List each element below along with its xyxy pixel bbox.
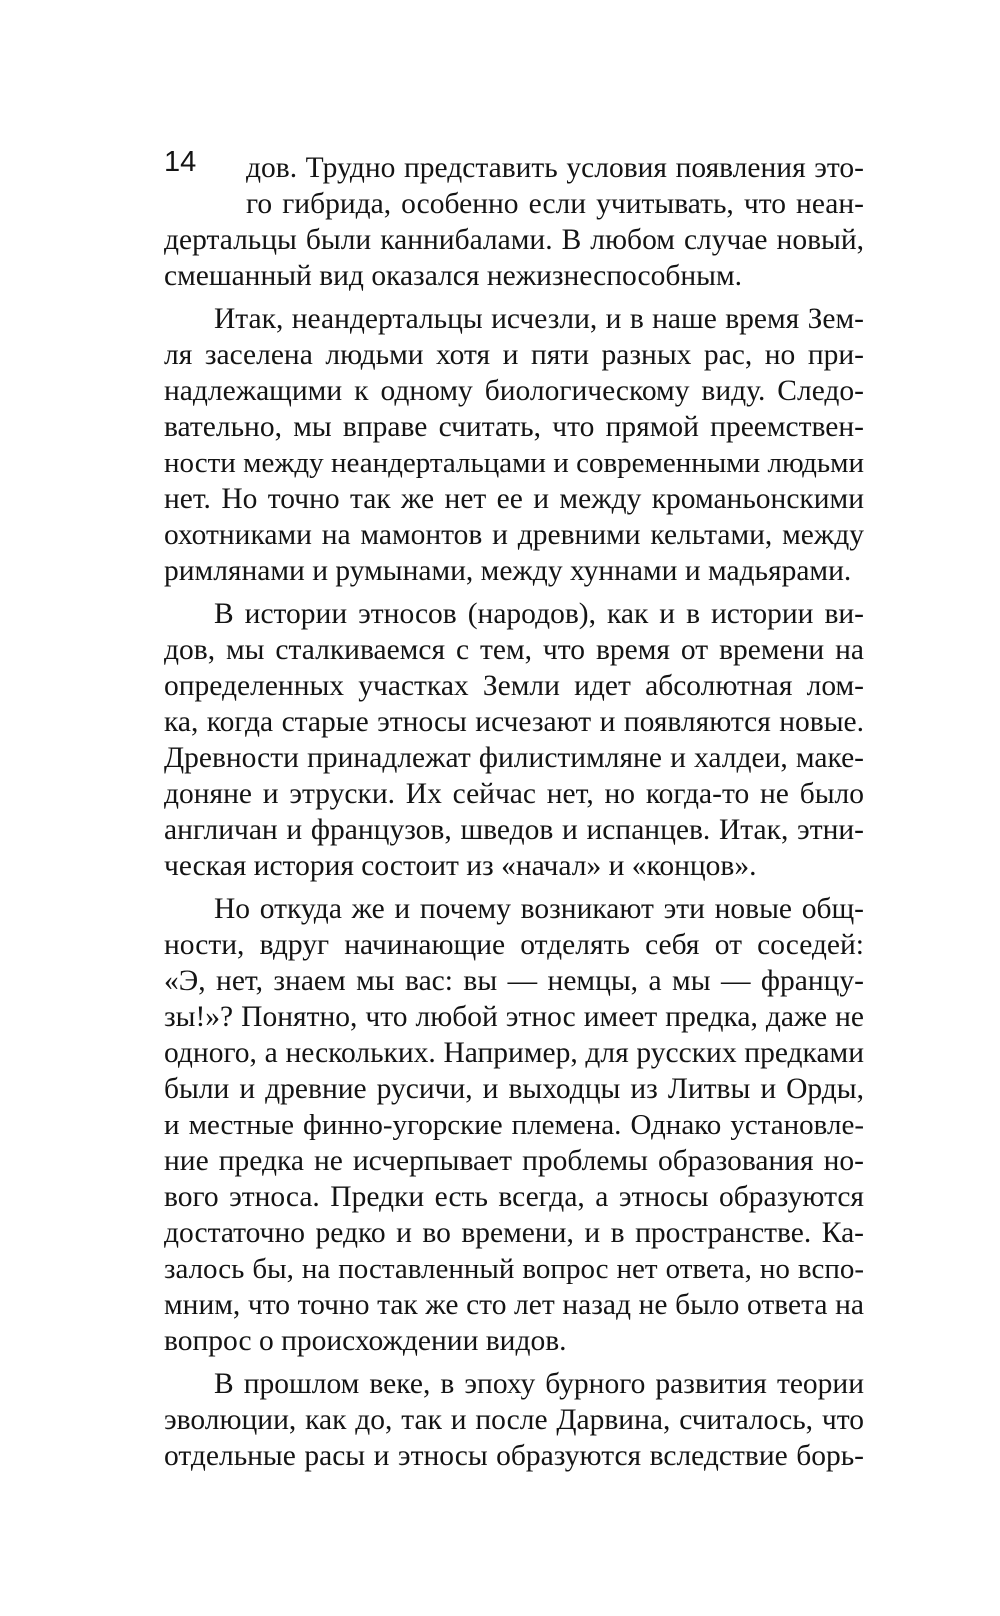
text-line: и местные финно-угорские племена. Однако установле-: [164, 1109, 864, 1141]
text-line: эволюции, как до, так и после Дарвина, считалось, что: [164, 1404, 864, 1436]
text-line: определенных участках Земли идет абсолютная лом-: [164, 670, 864, 702]
text-line: Но откуда же и почему возникают эти новые общ-: [214, 893, 864, 925]
text-line: смешанный вид оказался нежизнеспособным.: [164, 260, 743, 292]
body-text: [164, 150, 864, 1474]
text-line: «Э, нет, знаем мы вас: вы — немцы, а мы — францу-: [164, 965, 864, 997]
text-line: ние предка не исчерпывает проблемы образования но-: [164, 1145, 864, 1177]
text-line: Древности принадлежат филистимляне и халдеи, маке-: [164, 742, 864, 774]
text-line: вательно, мы вправе считать, что прямой преемствен-: [164, 411, 864, 443]
text-line: ности между неандертальцами и современными людьми: [164, 447, 864, 479]
text-line: дертальцы были каннибалами. В любом случае новый,: [164, 224, 864, 256]
text-line: надлежащими к одному биологическому виду. Следо-: [164, 375, 864, 407]
text-line: го гибрида, особенно если учитывать, что неан-: [246, 188, 864, 220]
text-line: В прошлом веке, в эпоху бурного развития теории: [214, 1368, 864, 1400]
text-line: вого этноса. Предки есть всегда, а этносы образуются: [164, 1181, 864, 1213]
paragraph: [164, 596, 864, 884]
text-line: достаточно редко и во времени, и в пространстве. Ка-: [164, 1217, 864, 1249]
text-line: охотниками на мамонтов и древними кельтами, между: [164, 519, 864, 551]
text-line: залось бы, на поставленный вопрос нет ответа, но вспо-: [164, 1253, 864, 1285]
text-line: одного, а нескольких. Например, для русских предками: [164, 1037, 864, 1069]
paragraph: [164, 301, 864, 589]
text-line: мним, что точно так же сто лет назад не было ответа на: [164, 1289, 864, 1321]
text-line: дов. Трудно представить условия появления это-: [246, 152, 864, 184]
text-line: были и древние русичи, и выходцы из Литвы и Орды,: [164, 1073, 864, 1105]
text-line: ности, вдруг начинающие отделять себя от соседей:: [164, 929, 864, 961]
paragraph-continued: [164, 150, 864, 294]
text-line: нет. Но точно так же нет ее и между кроманьонскими: [164, 483, 864, 515]
text-line: англичан и французов, шведов и испанцев. Итак, этни-: [164, 814, 864, 846]
text-line: доняне и этруски. Их сейчас нет, но когда-то не было: [164, 778, 864, 810]
paragraph: [164, 891, 864, 1359]
text-line: ля заселена людьми хотя и пяти разных рас, но при-: [164, 339, 864, 371]
text-line: ка, когда старые этносы исчезают и появляются новые.: [164, 706, 864, 738]
text-line: В истории этносов (народов), как и в истории ви-: [214, 598, 864, 630]
text-line: зы!»? Понятно, что любой этнос имеет предка, даже не: [164, 1001, 864, 1033]
text-line: вопрос о происхождении видов.: [164, 1325, 567, 1357]
text-line: дов, мы сталкиваемся с тем, что время от времени на: [164, 634, 864, 666]
text-line: ческая история состоит из «начал» и «концов».: [164, 850, 757, 882]
page-number: 14: [164, 146, 197, 178]
text-line: римлянами и румынами, между хуннами и мадьярами.: [164, 555, 852, 587]
text-line: Итак, неандертальцы исчезли, и в наше время Зем-: [214, 303, 864, 335]
text-line: отдельные расы и этносы образуются вследствие борь-: [164, 1440, 864, 1472]
paragraph: [164, 1366, 864, 1474]
